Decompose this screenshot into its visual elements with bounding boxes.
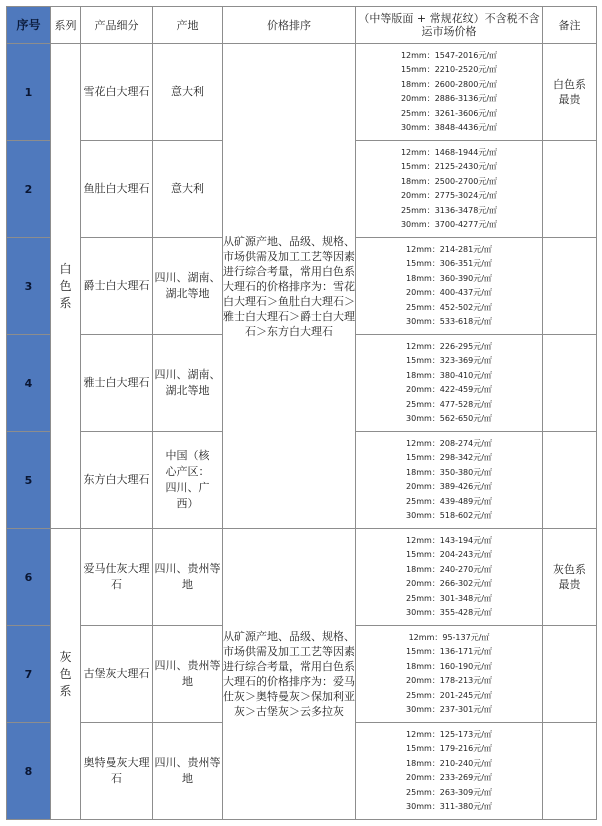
price-cell xyxy=(356,723,543,820)
price-line: 12mm：143-194元/㎡ xyxy=(406,535,492,545)
price-line: 18mm：240-270元/㎡ xyxy=(406,564,492,574)
header-series: 系列 xyxy=(51,7,81,44)
price-line: 30mm：518-602元/㎡ xyxy=(406,511,492,520)
ranking-white: 从矿源产地、品级、规格、市场供需及加工工艺等因素进行综合考量，常用白色系大理石的价格排序为：雪花白大理石＞鱼肚白大理石＞雅士白大理石＞爵士白大理石＞东方白大理石 xyxy=(223,44,356,529)
table-row xyxy=(7,44,597,141)
remark-empty xyxy=(543,626,597,723)
price-line: 25mm：439-489元/㎡ xyxy=(406,496,492,506)
row-index: 4 xyxy=(7,335,51,432)
price-line: 12mm：1547-2016元/㎡ xyxy=(400,50,498,60)
product-name: 古堡灰大理石 xyxy=(81,626,153,723)
row-index: 1 xyxy=(7,44,51,141)
remark-empty xyxy=(543,335,597,432)
price-line: 30mm：311-380元/㎡ xyxy=(406,802,492,811)
price-line: 20mm：422-459元/㎡ xyxy=(406,385,492,394)
price-line: 20mm：389-426元/㎡ xyxy=(406,482,492,491)
price-cell xyxy=(356,44,543,141)
price-line: 12mm：226-295元/㎡ xyxy=(406,341,492,351)
price-line: 30mm：355-428元/㎡ xyxy=(406,608,492,617)
product-name: 爱马仕灰大理石 xyxy=(81,529,153,626)
price-line: 20mm：2886-3136元/㎡ xyxy=(400,94,498,103)
remark-text: 白色系最贵 xyxy=(553,78,586,106)
row-index: 7 xyxy=(7,626,51,723)
price-line: 18mm：2500-2700元/㎡ xyxy=(400,176,498,186)
product-name: 奥特曼灰大理石 xyxy=(81,723,153,820)
price-cell xyxy=(356,238,543,335)
price-line: 25mm：201-245元/㎡ xyxy=(406,690,492,700)
price-line: 25mm：452-502元/㎡ xyxy=(406,302,492,312)
row-index: 6 xyxy=(7,529,51,626)
price-line: 15mm：2125-2430元/㎡ xyxy=(400,162,498,171)
product-origin: 四川、湖南、湖北等地 xyxy=(153,238,223,335)
product-origin: 意大利 xyxy=(153,44,223,141)
header-index: 序号 xyxy=(7,7,51,44)
table-row xyxy=(7,529,597,626)
price-line: 12mm：125-173元/㎡ xyxy=(406,729,492,739)
price-line: 18mm：160-190元/㎡ xyxy=(406,661,492,671)
price-line: 18mm：210-240元/㎡ xyxy=(406,758,492,768)
price-line: 20mm：400-437元/㎡ xyxy=(406,288,492,297)
remark-empty xyxy=(543,141,597,238)
product-origin xyxy=(153,432,223,529)
series-label: 灰色系 xyxy=(59,649,72,698)
price-line: 20mm：233-269元/㎡ xyxy=(406,773,492,782)
remark-white xyxy=(543,44,597,141)
price-cell xyxy=(356,432,543,529)
remark-empty xyxy=(543,723,597,820)
row-index: 3 xyxy=(7,238,51,335)
price-line: 12mm：214-281元/㎡ xyxy=(406,244,492,254)
price-line: 12mm：208-274元/㎡ xyxy=(406,438,492,448)
price-line: 20mm：178-213元/㎡ xyxy=(406,676,492,685)
price-cell xyxy=(356,626,543,723)
product-name: 雅士白大理石 xyxy=(81,335,153,432)
product-origin: 四川、湖南、湖北等地 xyxy=(153,335,223,432)
price-line: 30mm：562-650元/㎡ xyxy=(406,414,492,423)
series-gray-cell xyxy=(51,529,81,820)
product-name: 爵士白大理石 xyxy=(81,238,153,335)
header-row xyxy=(7,7,597,44)
product-origin: 四川、贵州等地 xyxy=(153,626,223,723)
product-name: 鱼肚白大理石 xyxy=(81,141,153,238)
price-line: 18mm：2600-2800元/㎡ xyxy=(400,79,498,89)
product-origin: 四川、贵州等地 xyxy=(153,723,223,820)
header-price: （中等版面 + 常规花纹）不含税不含运市场价格 xyxy=(356,7,543,44)
product-name: 雪花白大理石 xyxy=(81,44,153,141)
remark-text: 灰色系最贵 xyxy=(553,563,586,591)
price-line: 20mm：2775-3024元/㎡ xyxy=(400,191,498,200)
origin-text: 中国（核心产区：四川、广西） xyxy=(165,449,210,510)
price-line: 25mm：301-348元/㎡ xyxy=(406,593,492,603)
price-line: 25mm：263-309元/㎡ xyxy=(406,787,492,797)
price-line: 18mm：360-390元/㎡ xyxy=(406,273,492,283)
row-index: 5 xyxy=(7,432,51,529)
series-label: 白色系 xyxy=(59,261,72,310)
price-line: 20mm：266-302元/㎡ xyxy=(406,579,492,588)
price-line: 30mm：3848-4436元/㎡ xyxy=(400,123,498,132)
price-line: 15mm：323-369元/㎡ xyxy=(406,356,492,365)
price-line: 30mm：3700-4277元/㎡ xyxy=(400,220,498,229)
price-line: 18mm：350-380元/㎡ xyxy=(406,467,492,477)
remark-empty xyxy=(543,238,597,335)
product-origin: 四川、贵州等地 xyxy=(153,529,223,626)
price-line: 25mm：3136-3478元/㎡ xyxy=(400,205,498,215)
price-line: 12mm：95-137元/㎡ xyxy=(408,632,490,642)
price-line: 15mm：298-342元/㎡ xyxy=(406,453,492,462)
price-cell xyxy=(356,141,543,238)
price-cell xyxy=(356,529,543,626)
product-name: 东方白大理石 xyxy=(81,432,153,529)
price-line: 30mm：237-301元/㎡ xyxy=(406,705,492,714)
header-subcategory: 产品细分 xyxy=(81,7,153,44)
product-origin: 意大利 xyxy=(153,141,223,238)
marble-price-table xyxy=(6,6,597,820)
row-index: 2 xyxy=(7,141,51,238)
header-remark: 备注 xyxy=(543,7,597,44)
price-line: 25mm：477-528元/㎡ xyxy=(406,399,492,409)
price-line: 18mm：380-410元/㎡ xyxy=(406,370,492,380)
price-line: 12mm：1468-1944元/㎡ xyxy=(400,147,498,157)
price-line: 25mm：3261-3606元/㎡ xyxy=(400,108,498,118)
price-cell xyxy=(356,335,543,432)
ranking-gray: 从矿源产地、品级、规格、市场供需及加工工艺等因素进行综合考量，常用白色系大理石的价格排序为：爱马仕灰＞奥特曼灰＞保加利亚灰＞古堡灰＞云多拉灰 xyxy=(223,529,356,820)
price-line: 15mm：306-351元/㎡ xyxy=(406,259,492,268)
header-origin: 产地 xyxy=(153,7,223,44)
remark-empty xyxy=(543,432,597,529)
series-white-cell xyxy=(51,44,81,529)
price-line: 15mm：2210-2520元/㎡ xyxy=(400,65,498,74)
header-ranking: 价格排序 xyxy=(223,7,356,44)
price-line: 15mm：204-243元/㎡ xyxy=(406,550,492,559)
price-line: 15mm：179-216元/㎡ xyxy=(406,744,492,753)
price-line: 15mm：136-171元/㎡ xyxy=(406,647,492,656)
remark-gray xyxy=(543,529,597,626)
row-index: 8 xyxy=(7,723,51,820)
price-line: 30mm：533-618元/㎡ xyxy=(406,317,492,326)
